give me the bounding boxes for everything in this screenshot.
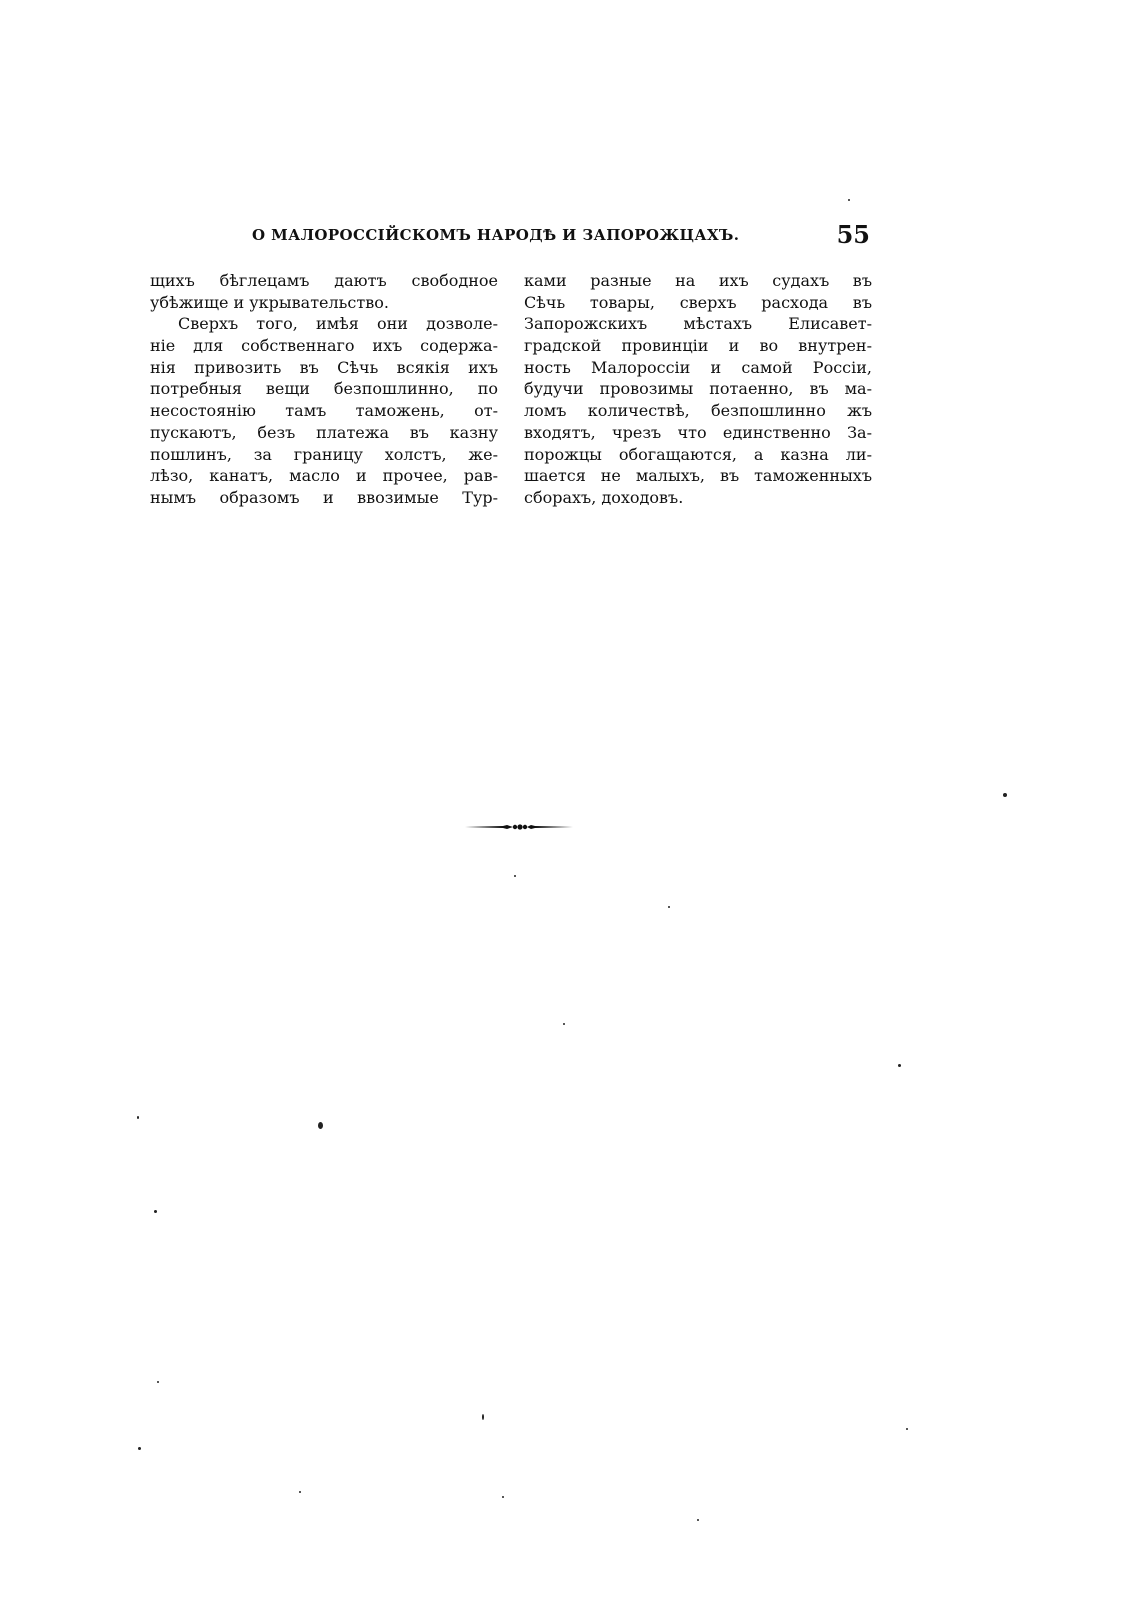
section-end-ornament bbox=[463, 820, 575, 834]
scan-speck bbox=[1003, 793, 1007, 797]
text-line: градской провинціи и во внутрен- bbox=[524, 336, 872, 356]
scan-speck bbox=[697, 1519, 699, 1521]
page-number: 55 bbox=[836, 220, 870, 249]
text-line: нымъ образомъ и ввозимые Тур- bbox=[150, 487, 498, 507]
scan-speck bbox=[299, 1491, 301, 1493]
text-line: порожцы обогащаются, а казна ли- bbox=[524, 444, 872, 464]
scan-speck bbox=[514, 875, 516, 877]
text-line: щихъ бѣглецамъ даютъ свободное bbox=[150, 271, 498, 290]
text-column-right bbox=[524, 270, 872, 509]
scan-speck bbox=[482, 1414, 484, 1420]
text-line: будучи провозимы потаенно, въ ма- bbox=[524, 379, 872, 399]
text-line: нія привозить въ Сѣчь всякія ихъ bbox=[150, 357, 498, 377]
scan-speck bbox=[906, 1428, 908, 1430]
text-line: потребныя вещи безпошлинно, по bbox=[150, 379, 498, 399]
text-line: ность Малороссіи и самой Россіи, bbox=[524, 357, 872, 377]
scan-speck bbox=[318, 1122, 323, 1129]
running-head bbox=[140, 222, 870, 252]
scan-speck bbox=[138, 1447, 141, 1450]
text-line: входятъ, чрезъ что единственно За- bbox=[524, 422, 872, 442]
text-line: ніе для собственнаго ихъ содержа- bbox=[150, 336, 498, 356]
scan-speck bbox=[898, 1064, 901, 1067]
text-line: лѣзо, канатъ, масло и прочее, рав- bbox=[150, 466, 498, 486]
scan-speck bbox=[157, 1381, 159, 1383]
text-line: убѣжище и укрывательство. bbox=[150, 292, 389, 312]
text-line: ломъ количествѣ, безпошлинно жъ bbox=[524, 401, 872, 421]
scan-speck bbox=[848, 199, 850, 201]
running-title: О МАЛОРОССІЙСКОМЪ НАРОДѢ И ЗАПОРОЖЦАХЪ. bbox=[252, 226, 740, 244]
text-line: пускаютъ, безъ платежа въ казну bbox=[150, 422, 498, 442]
text-line: Запорожскихъ мѣстахъ Елисавет- bbox=[524, 314, 872, 334]
scan-speck bbox=[154, 1210, 157, 1213]
text-line: сборахъ, доходовъ. bbox=[524, 487, 684, 507]
text-line: несостоянію тамъ таможень, от- bbox=[150, 401, 498, 421]
text-line: Сѣчь товары, сверхъ расхода въ bbox=[524, 292, 872, 312]
text-line: Сверхъ того, имѣя они дозволе- bbox=[178, 314, 498, 334]
scan-speck bbox=[502, 1496, 504, 1498]
scan-speck bbox=[137, 1116, 139, 1119]
text-line: шается не малыхъ, въ таможенныхъ bbox=[524, 466, 872, 486]
scan-speck bbox=[563, 1023, 565, 1025]
text-line: ками разные на ихъ судахъ въ bbox=[524, 271, 872, 290]
text-line: пошлинъ, за границу холстъ, же- bbox=[150, 444, 498, 464]
text-column-left bbox=[150, 270, 498, 509]
scan-speck bbox=[668, 906, 670, 908]
